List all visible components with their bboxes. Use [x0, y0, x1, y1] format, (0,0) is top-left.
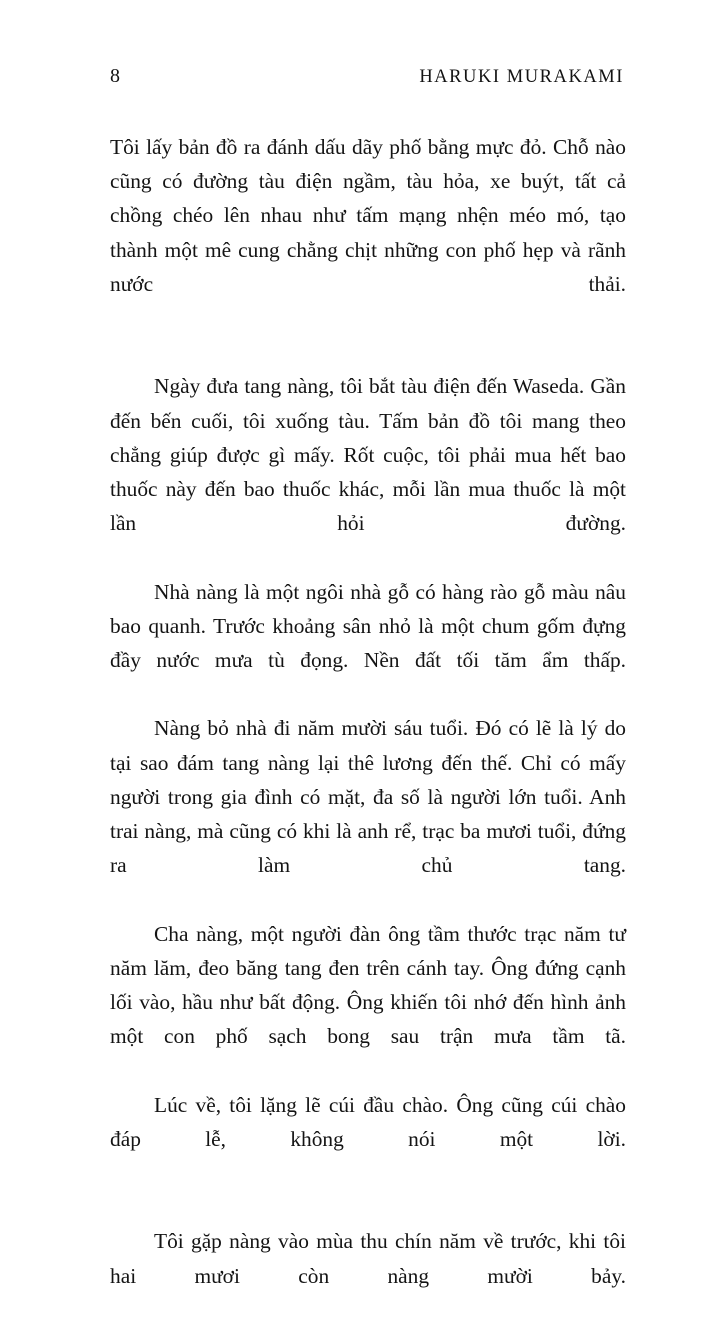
- paragraph: Lúc về, tôi lặng lẽ cúi đầu chào. Ông cũng cúi chào đáp lễ, không nói một lời.: [110, 1092, 626, 1151]
- paragraph: Nàng bỏ nhà đi năm mười sáu tuổi. Đó có lẽ là lý do tại sao đám tang nàng lại thê lương đến thế. Chỉ có mấy người trong gia đình có mặt, đa số là người lớn tuổi. Anh trai nàng, mà cũng có khi là anh rể, trạc ba mươi tuổi, đứng ra làm chủ tang.: [110, 716, 626, 878]
- running-head-author: HARUKI MURAKAMI: [419, 67, 624, 87]
- body-text-block: [110, 130, 626, 1327]
- paragraph: Tôi lấy bản đồ ra đánh dấu dãy phố bằng mực đỏ. Chỗ nào cũng có đường tàu điện ngầm, tàu hỏa, xe buýt, tất cả chồng chéo lên nhau như tấm mạng nhện méo mó, tạo thành một mê cung chằng chịt những con phố hẹp và rãnh nước thải.: [110, 135, 626, 296]
- paragraph: Tôi gặp nàng vào mùa thu chín năm về trước, khi tôi hai mươi còn nàng mười bảy.: [110, 1229, 626, 1288]
- paragraph: Ngày đưa tang nàng, tôi bắt tàu điện đến Waseda. Gần đến bến cuối, tôi xuống tàu. Tấm bản đồ tôi mang theo chẳng giúp được gì mấy. Rốt cuộc, tôi phải mua hết bao thuốc này đến bao thuốc khác, mỗi lần mua thuốc là một lần hỏi đường.: [110, 374, 626, 536]
- paragraph: Nhà nàng là một ngôi nhà gỗ có hàng rào gỗ màu nâu bao quanh. Trước khoảng sân nhỏ là một chum gốm đựng đầy nước mưa tù đọng. Nền đất tối tăm ẩm thấp.: [110, 579, 626, 673]
- paragraph: Cha nàng, một người đàn ông tầm thước trạc năm tư năm lăm, đeo băng tang đen trên cánh tay. Ông đứng cạnh lối vào, hầu như bất động. Ông khiến tôi nhớ đến hình ảnh một con phố sạch bong sau trận mưa tầm tã.: [110, 921, 626, 1049]
- page-number: 8: [110, 65, 121, 87]
- running-head: [110, 66, 625, 96]
